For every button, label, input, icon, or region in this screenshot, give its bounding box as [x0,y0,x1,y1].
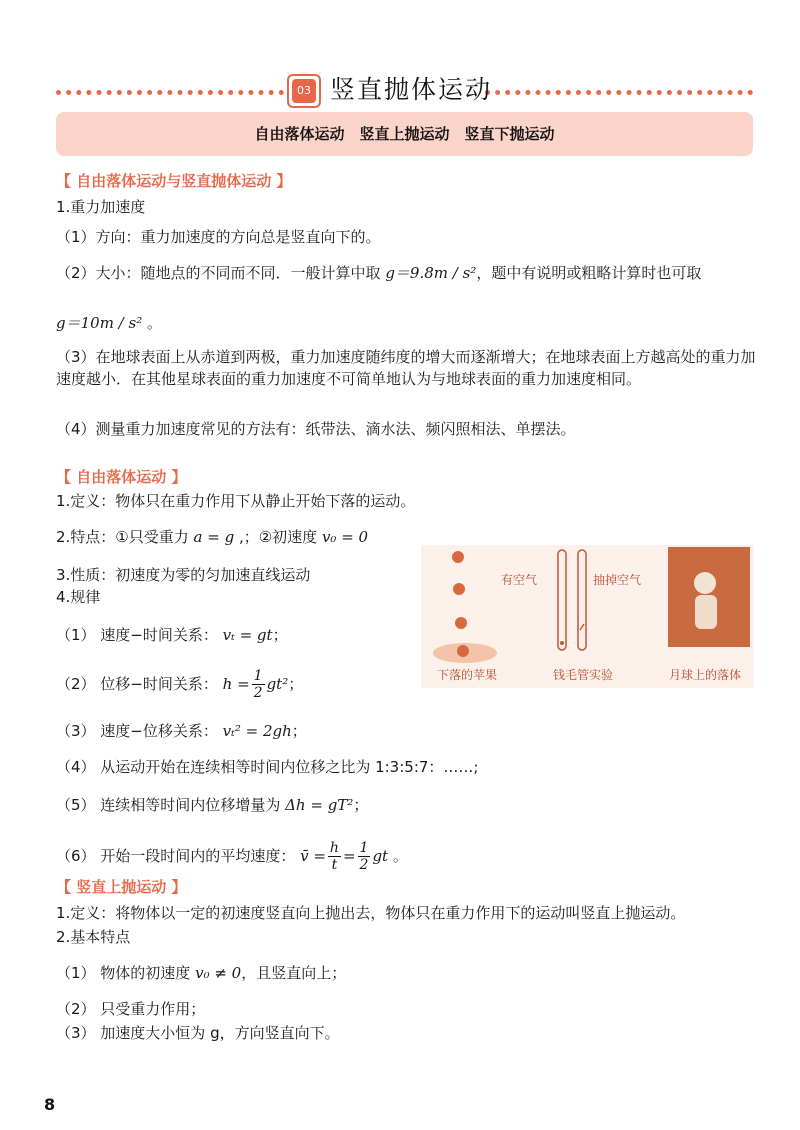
text-segment: （6） 开始一段时间内的平均速度： [56,847,301,865]
page-number: 8 [44,1095,56,1114]
text-line [56,840,408,873]
text-line: （4）测量重力加速度常见的方法有：纸带法、滴水法、频闪照相法、单摆法。 [56,420,576,438]
caption-moon-falling: 月球上的落体 [669,668,742,682]
text-line [56,526,368,548]
fraction-h-over-t: $\frac{h}{t}$ [329,840,339,873]
label-with-air: 有空气 [501,573,538,587]
text-segment: （3） 速度−位移关系： [56,722,223,740]
apple-ball-4 [457,645,469,657]
formula-vbar: v̄ = [300,847,326,865]
text-segment: 。 [388,847,408,865]
text-line [56,720,307,742]
text-line: （1）方向：重力加速度的方向总是竖直向下的。 [56,228,381,246]
free-fall-illustration [421,545,754,688]
feather-in-tube [580,624,584,630]
fraction-one-half: $\frac{1}{2}$ [253,668,263,701]
text-line [56,794,368,816]
text-segment: （2） 位移−时间关系： [56,675,223,693]
text-line [56,962,346,984]
text-line: （4） 从运动开始在连续相等时间内位移之比为 1:3:5:7：……; [56,758,479,776]
section-heading-gravity: 【 自由落体运动与竖直抛体运动 】 [56,172,292,190]
apple-ball-3 [455,617,467,629]
formula-h-lhs: h = [222,675,250,693]
topic-banner: 自由落体运动 竖直上抛运动 竖直下抛运动 [56,112,753,156]
coin-in-tube [560,641,564,645]
text-line: （2） 只受重力作用； [56,1000,206,1018]
text-line: 3.性质：初速度为零的匀加速直线运动 [56,566,311,584]
text-line: （3） 加速度大小恒为 g，方向竖直向下。 [56,1024,340,1042]
formula-g-10: g＝10m / s² [56,314,143,332]
text-segment: ； [288,675,304,693]
text-segment: ，题中有说明或粗略计算时也可取 [476,264,702,282]
formula-v0-nonzero: v₀ ≠ 0 [195,964,242,982]
text-line: 2.基本特点 [56,928,131,946]
caption-falling-apple: 下落的苹果 [437,668,498,682]
text-line: 4.规律 [56,588,101,606]
section-number-badge [287,74,321,108]
text-segment: ； [291,722,307,740]
formula-equals: = [342,847,356,865]
text-segment: 2.特点：①只受重力 [56,528,194,546]
text-segment: （2）大小：随地点的不同而不同．一般计算中取 [56,264,386,282]
formula-delta-h: Δh = gT² [285,796,354,814]
formula-a-g: a = g [193,528,235,546]
text-segment: （5） 连续相等时间内位移增量为 [56,796,286,814]
text-line [56,668,303,701]
header-dotted-line-left [56,90,284,95]
apple-ball-1 [452,551,464,563]
formula-g-9-8: g＝9.8m / s² [385,264,477,282]
page-title: 竖直抛体运动 [330,75,493,104]
tube-vacuum [578,550,586,650]
header-dotted-line-right [485,90,753,95]
text-line [56,262,701,284]
text-paragraph: （3）在地球表面上从赤道到两极，重力加速度随纬度的增大而逐渐增大；在地球表面上方越高处的重力加速度越小．在其他星球表面的重力加速度不可简单地认为与地球表面的重力加速度相同。 [56,348,756,388]
text-segment: ，且竖直向上； [241,964,347,982]
formula-gt2: gt² [266,675,289,693]
section-heading-vertical-up: 【 竖直上抛运动 】 [56,878,187,896]
label-vacuum: 抽掉空气 [593,573,642,587]
caption-tube-experiment: 钱毛管实验 [553,668,614,682]
text-line: 1.定义：物体只在重力作用下从静止开始下落的运动。 [56,492,416,510]
apple-ball-2 [453,583,465,595]
formula-v0-zero: v₀ = 0 [321,528,369,546]
text-segment: 。 [142,314,162,332]
astronaut-suit [695,595,717,629]
text-line [56,624,288,646]
section-heading-free-fall: 【 自由落体运动 】 [56,468,187,486]
text-segment: （1） 物体的初速度 [56,964,196,982]
section-number: 03 [292,79,316,103]
formula-velocity-time: vₜ = gt [222,626,273,644]
astronaut-helmet [694,572,716,594]
formula-gt: gt [372,847,389,865]
tube-with-air [558,550,566,650]
text-segment: ； [272,626,288,644]
fraction-one-half: $\frac{1}{2}$ [359,840,369,873]
text-segment: （1） 速度−时间关系： [56,626,223,644]
text-line: 1.重力加速度 [56,198,146,216]
text-segment: ,；②初速度 [234,528,322,546]
text-line: 1.定义：将物体以一定的初速度竖直向上抛出去，物体只在重力作用下的运动叫竖直上抛运动。 [56,904,686,922]
text-segment: ； [353,796,369,814]
formula-velocity-displacement: vₜ² = 2gh [222,722,292,740]
text-line [56,312,162,334]
